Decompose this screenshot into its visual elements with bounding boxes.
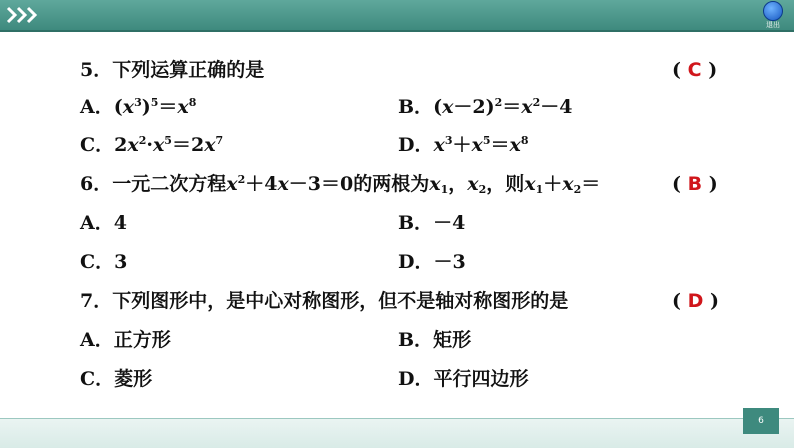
answer-5: ( C ) [672,59,718,81]
answer-5-letter: C [687,59,702,81]
option-7b: B．矩形 [398,329,472,351]
answer-7: ( D ) [672,290,720,312]
option-7d: D．平行四边形 [398,368,529,390]
exit-icon [763,1,783,21]
page-number-badge: 6 [743,408,779,434]
question-7-stem: 7．下列图形中，是中心对称图形，但不是轴对称图形的是 [80,290,569,312]
option-6b: B．－4 [398,212,466,234]
answer-6: ( B ) [672,173,718,195]
option-7c: C．菱形 [80,368,153,390]
top-bar [0,0,794,32]
answer-7-letter: D [687,290,704,312]
option-5c: C．$2x^2\cdot x^5=2x^7$ [80,134,224,156]
option-5b: B．$(x-2)^2=x^2-4$ [398,96,573,118]
option-6d: D．－3 [398,251,466,273]
answer-6-letter: B [687,173,703,195]
question-5-stem: 5．下列运算正确的是 [80,59,265,81]
option-6a: A．4 [80,212,127,234]
option-5a: A．$(x^3)^5=x^8$ [80,96,197,118]
option-7a: A．正方形 [80,329,171,351]
option-5d: D．$x^3+x^5=x^8$ [398,134,529,156]
exit-button[interactable] [758,1,788,31]
exit-label: 退出 [766,21,780,29]
option-6c: C．3 [80,251,128,273]
footer-bar [0,418,794,448]
chevrons-right-icon [6,6,40,24]
question-6-stem: 6．一元二次方程$x^2+4x-3=0$的两根为$x_1$，$x_2$，则$x_1+x_2=$ [80,173,601,196]
